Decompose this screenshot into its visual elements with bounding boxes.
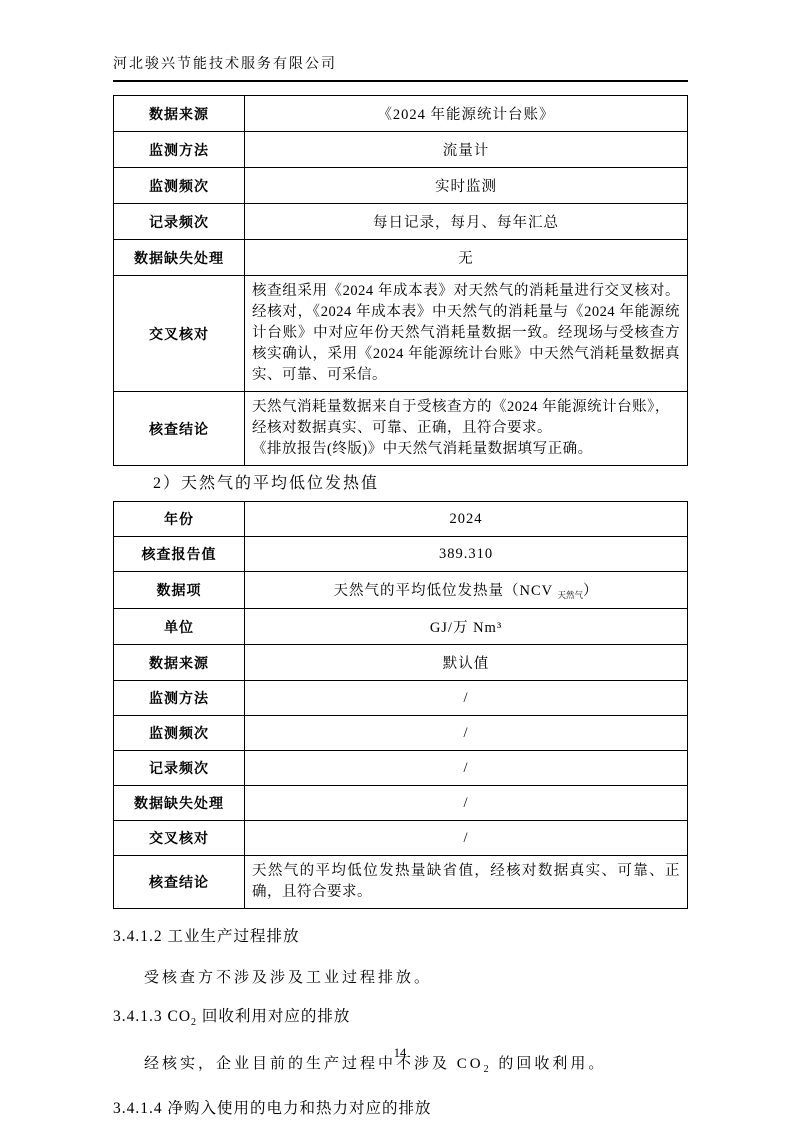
natural-gas-consumption-table <box>113 95 688 466</box>
row-value: / <box>245 786 688 821</box>
row-value: 无 <box>245 240 688 276</box>
heading-text: 3.4.1.3 CO <box>113 1008 192 1025</box>
section-heading-3412: 3.4.1.2 工业生产过程排放 <box>113 928 300 945</box>
row-label: 记录频次 <box>114 204 245 240</box>
row-label: 监测方法 <box>114 681 245 716</box>
heading-text: 回收利用对应的排放 <box>197 1008 351 1025</box>
table-row <box>114 168 688 204</box>
table-row <box>114 502 688 537</box>
row-label: 核查结论 <box>114 856 245 909</box>
row-label: 核查报告值 <box>114 537 245 572</box>
conclusion-line: 《排放报告(终版)》中天然气消耗量数据填写正确。 <box>252 441 593 457</box>
row-label: 数据项 <box>114 572 245 609</box>
row-value: 2024 <box>245 502 688 537</box>
row-label: 年份 <box>114 502 245 537</box>
table-row <box>114 821 688 856</box>
row-value: 核查组采用《2024 年成本表》对天然气的消耗量进行交叉核对。经核对，《2024 年成本表》中天然气的消耗量与《2024 年能源统计台账》中对应年份天然气消耗量数据一致。经现场与受核查方核实确认，采用《2024 年能源统计台账》中天然气消耗量数据真实、可靠、可采信。 <box>245 276 688 392</box>
row-label: 数据来源 <box>114 96 245 132</box>
table-row <box>114 572 688 609</box>
body-text: 的回收利用。 <box>491 1056 607 1073</box>
row-label: 核查结论 <box>114 392 245 466</box>
table-row <box>114 392 688 466</box>
row-value: GJ/万 Nm³ <box>245 609 688 645</box>
row-value: 默认值 <box>245 645 688 681</box>
row-value: 流量计 <box>245 132 688 168</box>
table-row <box>114 751 688 786</box>
row-label: 监测频次 <box>114 168 245 204</box>
row-label: 单位 <box>114 609 245 645</box>
row-value: 天然气的平均低位发热量缺省值，经核对数据真实、可靠、正确，且符合要求。 <box>245 856 688 909</box>
row-label: 交叉核对 <box>114 821 245 856</box>
table-row <box>114 240 688 276</box>
row-value <box>245 392 688 466</box>
table-row <box>114 537 688 572</box>
table-row <box>114 609 688 645</box>
row-value <box>245 572 688 609</box>
row-value: / <box>245 751 688 786</box>
table-row <box>114 276 688 392</box>
row-value: 每日记录，每月、每年汇总 <box>245 204 688 240</box>
row-value: / <box>245 821 688 856</box>
row-label: 数据来源 <box>114 645 245 681</box>
row-value: 《2024 年能源统计台账》 <box>245 96 688 132</box>
section-heading-3414: 3.4.1.4 净购入使用的电力和热力对应的排放 <box>113 1100 432 1118</box>
table-row <box>114 786 688 821</box>
table-row <box>114 204 688 240</box>
row-label: 交叉核对 <box>114 276 245 392</box>
table-row <box>114 716 688 751</box>
table-row <box>114 681 688 716</box>
company-header: 河北骏兴节能技术服务有限公司 <box>113 55 688 82</box>
row-value: / <box>245 716 688 751</box>
row-label: 监测频次 <box>114 716 245 751</box>
row-label: 记录频次 <box>114 751 245 786</box>
value-subscript: 天然气 <box>557 590 583 600</box>
row-value: 389.310 <box>245 537 688 572</box>
page-number: 14 <box>393 1046 407 1060</box>
heading-subscript: 2 <box>191 1017 198 1029</box>
table-row <box>114 132 688 168</box>
value-text: ） <box>583 583 599 599</box>
body-subscript: 2 <box>483 1064 492 1076</box>
row-value: 实时监测 <box>245 168 688 204</box>
value-text: 天然气的平均低位发热量（NCV <box>333 583 558 599</box>
section-body-3412: 受核查方不涉及涉及工业过程排放。 <box>144 970 433 986</box>
ncv-table <box>113 501 688 909</box>
table-row <box>114 645 688 681</box>
conclusion-line: 天然气消耗量数据来自于受核查方的《2024 年能源统计台账》，经核对数据真实、可靠、正确，且符合要求。 <box>252 399 670 436</box>
row-label: 监测方法 <box>114 132 245 168</box>
subsection-heading-ncv: 2）天然气的平均低位发热值 <box>153 475 380 492</box>
section-heading-3413 <box>113 1006 688 1034</box>
body-text: 经核实，企业目前的生产过程中不涉及 CO <box>144 1056 484 1073</box>
row-label: 数据缺失处理 <box>114 786 245 821</box>
row-label: 数据缺失处理 <box>114 240 245 276</box>
row-value: / <box>245 681 688 716</box>
table-row <box>114 96 688 132</box>
table-row <box>114 856 688 909</box>
